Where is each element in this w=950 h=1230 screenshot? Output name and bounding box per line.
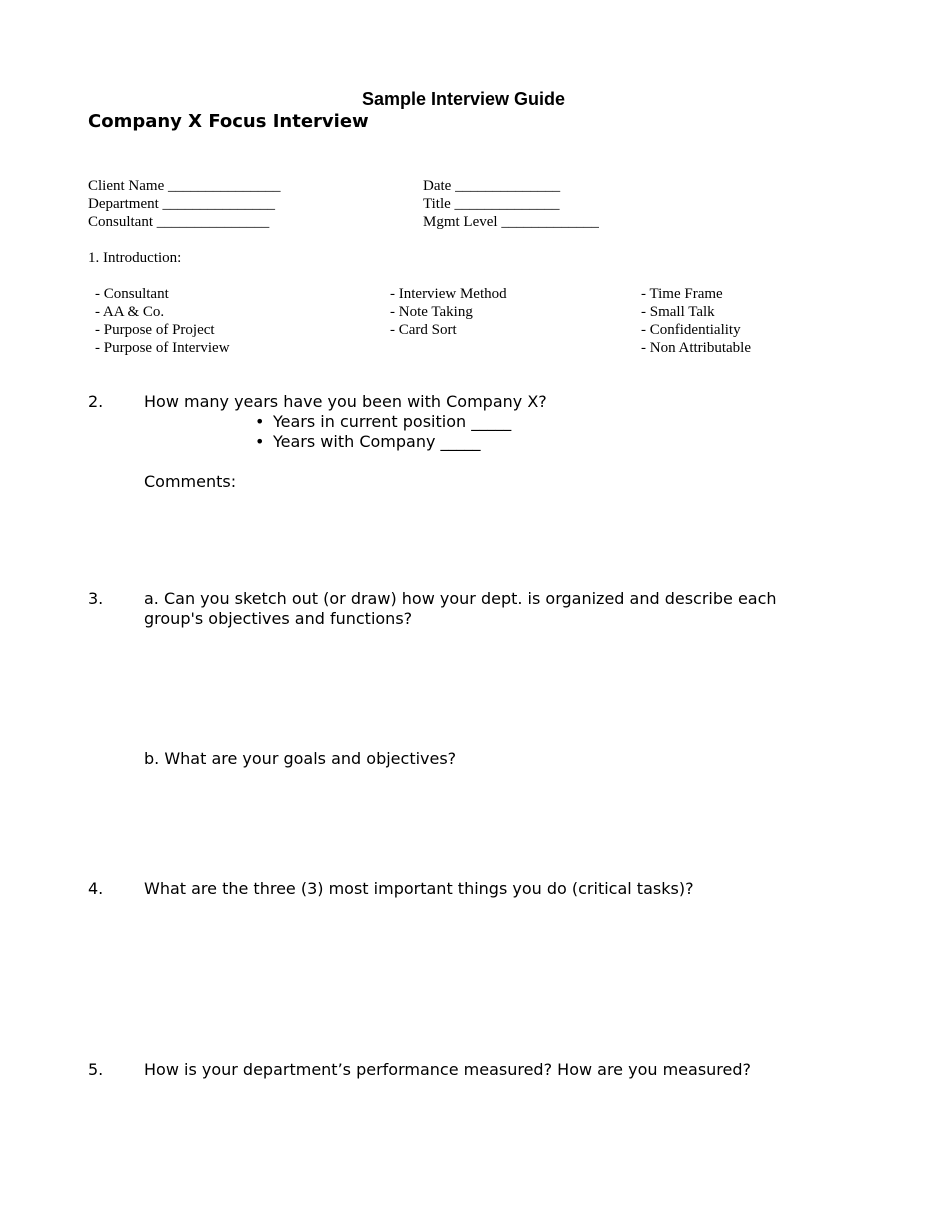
q2-comments-label: Comments:: [144, 472, 237, 491]
q2-number: 2.: [88, 392, 104, 411]
date-field: Date ______________: [423, 178, 561, 194]
q3-number: 3.: [88, 589, 104, 608]
list-item: - Consultant: [95, 286, 169, 302]
list-item: - Interview Method: [390, 286, 507, 302]
list-item: - Purpose of Interview: [95, 340, 230, 356]
client-name-field: Client Name _______________: [88, 178, 281, 194]
q3b-text: b. What are your goals and objectives?: [144, 749, 457, 768]
fields-left: [88, 177, 280, 231]
list-item: - Note Taking: [390, 304, 473, 320]
intro-col-1: [95, 285, 230, 357]
page-title: Sample Interview Guide: [362, 89, 566, 109]
list-item: - Time Frame: [641, 286, 723, 302]
department-field: Department _______________: [88, 196, 276, 212]
list-item: - Non Attributable: [641, 340, 751, 356]
intro-heading: 1. Introduction:: [88, 250, 182, 266]
consultant-field: Consultant _______________: [88, 214, 270, 230]
q2-text: How many years have you been with Company X?: [144, 392, 547, 411]
title-field: Title ______________: [423, 196, 560, 212]
q3a-text-line2: group's objectives and functions?: [144, 609, 413, 628]
intro-col-3: [641, 285, 751, 357]
q5-text: How is your department’s performance measured? How are you measured?: [144, 1060, 752, 1079]
fields-right: [423, 177, 599, 231]
mgmt-level-field: Mgmt Level _____________: [423, 214, 599, 230]
list-item: - Card Sort: [390, 322, 457, 338]
list-item: - Confidentiality: [641, 322, 741, 338]
q2-bullet-1: • Years in current position _____: [273, 412, 511, 431]
page-subtitle: Company X Focus Interview: [88, 111, 369, 132]
list-item: - Purpose of Project: [95, 322, 215, 338]
q4-text: What are the three (3) most important things you do (critical tasks)?: [144, 879, 694, 898]
q2-bullet-2: • Years with Company _____: [273, 432, 481, 451]
intro-col-2: [390, 285, 507, 339]
list-item: - Small Talk: [641, 304, 715, 320]
list-item: - AA & Co.: [95, 304, 165, 320]
q4-number: 4.: [88, 879, 104, 898]
q3a-text-line1: a. Can you sketch out (or draw) how your dept. is organized and describe each: [144, 589, 777, 608]
q5-number: 5.: [88, 1060, 104, 1079]
